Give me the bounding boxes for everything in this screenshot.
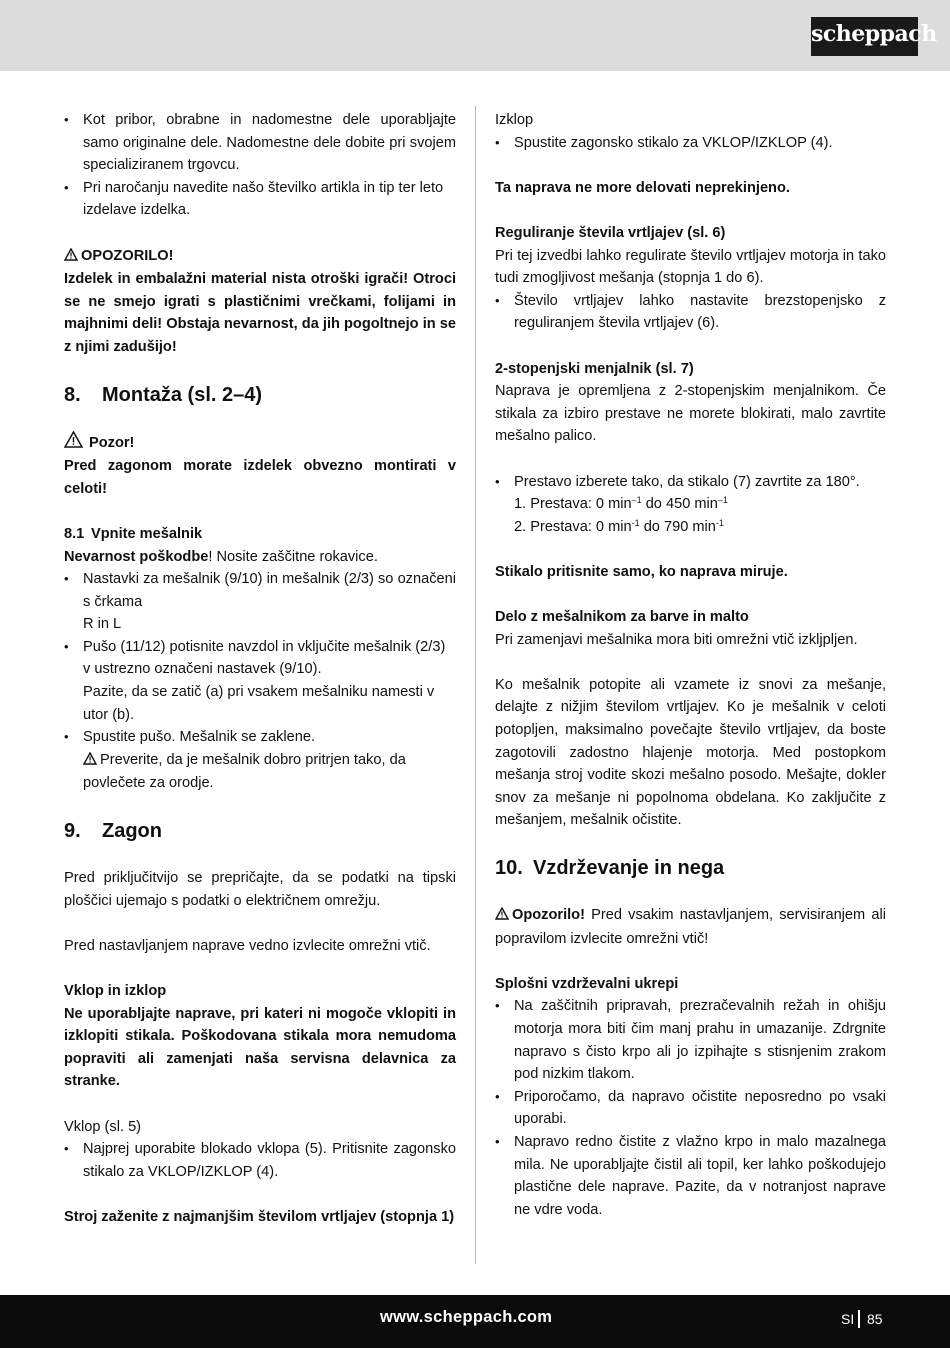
izklop-label: Izklop bbox=[495, 112, 534, 128]
warning-heading bbox=[64, 245, 456, 269]
pozor-title: Pozor! bbox=[89, 434, 135, 451]
gear-text: Naprava je opremljena z 2-stopenjskim menjalnikom. Če stikala za izbiro prestave ne morete blokirati, malo zavrtite mešalno palico. bbox=[495, 383, 886, 445]
vklop-warning: Ne uporabljajte naprave, pri kateri ni mogoče vklopiti in izklopiti stikala. Poškodovana stikala mora nemudoma popraviti ali zamenjati naša servisna delavnica za stranke. bbox=[64, 1005, 456, 1090]
intro-bullet-2: • Pri naročanju navedite našo številko artikla in tip ter leto izdelave izdelka. bbox=[64, 177, 456, 222]
gear-2-line bbox=[495, 516, 886, 539]
warning-triangle-icon bbox=[64, 246, 81, 269]
left-column bbox=[64, 109, 456, 1229]
gear-2-sup-a: -1 bbox=[631, 517, 640, 528]
izklop-bullet: • Spustite zagonsko stikalo za VKLOP/IZKLOP (4). bbox=[495, 132, 886, 155]
maintenance-bullet-2: • Priporočamo, da napravo očistite neposredno po vsaki uporabi. bbox=[495, 1086, 886, 1131]
vklop-label: Vklop (sl. 5) bbox=[64, 1118, 142, 1135]
warning-triangle-icon bbox=[83, 750, 100, 773]
gear-bullet: • Prestavo izberete tako, da stikalo (7) zavrtite za 180°. bbox=[495, 471, 886, 494]
section-10-title: Vzdrževanje in nega bbox=[533, 857, 725, 879]
warning-triangle-icon bbox=[495, 905, 512, 928]
vklop-heading: Vklop in izklop bbox=[64, 983, 167, 999]
immerse-text: Ko mešalnik potopite ali vzamete iz snovi za mešanje, delajte z nižjim številom vrtljajev. Ko je mešalnik v celoti potopljen, maksimalno povečajte število vrtljajev, da boste zagotovili zadostno hlajenje motorja. Med postopkom mešanja stroj vodite skozi mešalno posodo. Mešajte, dokler snov za mešanje ni popolnoma obdelana. Ko zaključite z mešanjem, mešalnik očistite. bbox=[495, 676, 886, 829]
warning-text: Izdelek in embalažni material nista otroški igrači! Otroci se ne smejo igrati s plastičnimi vrečkami, folijami in majhnimi deli! Obstaja nevarnost, da jih pogoltnejo in se z njimi zadušijo! bbox=[64, 271, 456, 355]
gear-2-mid: do 790 min bbox=[639, 518, 716, 535]
warning-triangle-icon bbox=[64, 431, 89, 456]
gear-1-line bbox=[495, 493, 886, 516]
maintenance-bullet-3: • Napravo redno čistite z vlažno krpo in malo mazalnega mila. Ne uporabljajte čistil ali topil, ker lahko poškodujejo plastične dele naprave. Pazite, da v notranjost naprave ne vdre voda. bbox=[495, 1131, 886, 1221]
gear-1-prefix: 1. Prestava: 0 min bbox=[514, 496, 632, 513]
subsection-8-1-heading bbox=[64, 523, 456, 546]
footer-url[interactable]: www.scheppach.com bbox=[380, 1308, 553, 1326]
danger-rest: ! Nosite zaščitne rokavice. bbox=[208, 548, 378, 565]
section-8-heading bbox=[64, 381, 456, 409]
mount-check-text: Preverite, da je mešalnik dobro pritrjen tako, da povlečete za orodje. bbox=[83, 751, 406, 792]
logo-text: scheppach bbox=[811, 21, 937, 47]
speed-text: Pri tej izvedbi lahko regulirate število vrtljajev motorja in tako tudi zmogljivost mešanja (stopnja 1 do 6). bbox=[495, 247, 886, 287]
vklop-bullet: • Najprej uporabite blokado vklopa (5). Pritisnite zagonsko stikalo za VKLOP/IZKLOP (4). bbox=[64, 1138, 456, 1183]
speed-heading: Reguliranje števila vrtljajev (sl. 6) bbox=[495, 224, 726, 241]
gear-1-sup-b: –1 bbox=[717, 495, 728, 506]
section-9-heading bbox=[64, 817, 456, 845]
mount-bullet-1: • Nastavki za mešalnik (9/10) in mešalnik (2/3) so označeni s črkama bbox=[64, 568, 456, 613]
footer bbox=[0, 1295, 950, 1348]
gear-2-prefix: 2. Prestava: 0 min bbox=[514, 518, 632, 535]
pozor-heading bbox=[64, 431, 456, 456]
gear-heading: 2-stopenjski menjalnik (sl. 7) bbox=[495, 360, 694, 377]
maintenance-warning bbox=[495, 904, 886, 950]
subsection-8-1-title: Vpnite mešalnik bbox=[91, 525, 203, 542]
start-note: Stroj zaženite z najmanjšim številom vrtljajev (stopnja 1) bbox=[64, 1208, 455, 1225]
gear-1-sup-a: –1 bbox=[631, 495, 642, 506]
unplug-paragraph: Pred nastavljanjem naprave vedno izvlecite omrežni vtič. bbox=[64, 937, 431, 954]
section-9-number: 9. bbox=[64, 820, 81, 843]
section-9-title: Zagon bbox=[102, 820, 162, 843]
intro-bullet-1: • Kot pribor, obrabne in nadomestne dele uporabljajte samo originalne dele. Nadomestne dele dobite pri svojem specializiranem trgovcu. bbox=[64, 109, 456, 177]
press-note: Stikalo pritisnite samo, ko naprava miruje. bbox=[495, 563, 788, 580]
subsection-8-1-number: 8.1 bbox=[64, 525, 85, 542]
speed-bullet: • Število vrtljajev lahko nastavite brezstopenjsko z reguliranjem števila vrtljajev (6). bbox=[495, 290, 886, 335]
maintenance-warning-text: Pred vsakim nastavljanjem, servisiranjem ali popravilom izvlecite omrežni vtič! bbox=[495, 907, 886, 947]
column-divider bbox=[475, 106, 476, 1264]
section-8-number: 8. bbox=[64, 383, 81, 406]
gear-1-mid: do 450 min bbox=[641, 496, 718, 513]
right-column bbox=[495, 109, 886, 1221]
scheppach-logo bbox=[811, 17, 937, 56]
warning-title: OPOZORILO! bbox=[81, 247, 174, 264]
section-8-title: Montaža (sl. 2–4) bbox=[102, 383, 263, 406]
footer-separator bbox=[858, 1310, 860, 1328]
header-band bbox=[0, 0, 950, 71]
danger-bold: Nevarnost poškodbe bbox=[64, 548, 209, 565]
footer-language: SI bbox=[841, 1311, 855, 1327]
continuous-note: Ta naprava ne more delovati neprekinjeno. bbox=[495, 179, 790, 196]
check-paragraph: Pred priključitvijo se prepričajte, da se podatki na tipski ploščici ujemajo s podatki o električnem omrežju. bbox=[64, 870, 456, 909]
mount-bullet-2-cont: Pazite, da se zatič (a) pri vsakem mešalniku namesti v utor (b). bbox=[83, 684, 435, 723]
gear-2-sup-b: -1 bbox=[715, 517, 724, 528]
section-10-number: 10. bbox=[495, 857, 523, 879]
paint-heading: Delo z mešalnikom za barve in malto bbox=[495, 609, 749, 626]
mount-bullet-3: • Spustite pušo. Mešalnik se zaklene. bbox=[64, 726, 456, 749]
mount-bullet-1-cont: R in L bbox=[83, 616, 122, 633]
section-10-heading bbox=[495, 854, 886, 882]
maintenance-bullet-1: • Na zaščitnih pripravah, prezračevalnih režah in ohišju motorja mora biti čim manj prahu in umazanije. Zdrgnite napravo s čisto krpo ali jo izpihajte s stisnjenim zrakom pod nizkim tlakom. bbox=[495, 995, 886, 1085]
mount-bullet-2: • Pušo (11/12) potisnite navzdol in vključite mešalnik (2/3) v ustrezno označeni nastavek (9/10). bbox=[64, 636, 456, 681]
page-number: 85 bbox=[867, 1311, 883, 1327]
pozor-text: Pred zagonom morate izdelek obvezno montirati v celoti! bbox=[64, 458, 456, 497]
general-heading: Splošni vzdrževalni ukrepi bbox=[495, 975, 679, 992]
maintenance-warning-bold: Opozorilo! bbox=[512, 907, 585, 923]
danger-line bbox=[64, 546, 456, 569]
paint-text: Pri zamenjavi mešalnika mora biti omrežni vtič izkljplјen. bbox=[495, 631, 858, 648]
mount-bullet-3-cont bbox=[64, 749, 456, 795]
